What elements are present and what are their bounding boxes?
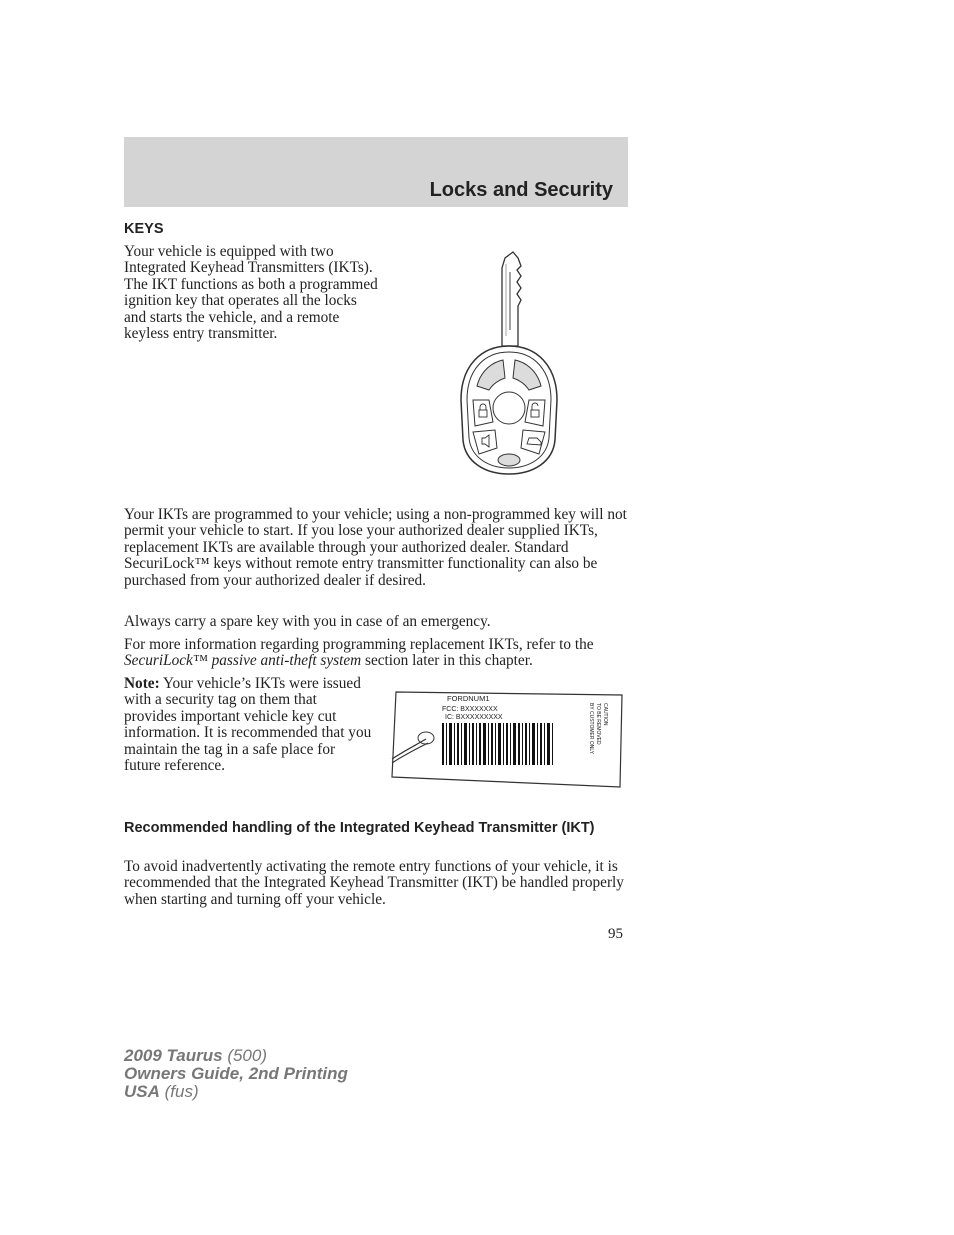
more-info-paragraph — [124, 637, 629, 670]
footer-line-2 — [124, 1065, 348, 1083]
footer — [124, 1047, 348, 1101]
security-tag-illustration — [390, 689, 624, 789]
footer-model: 2009 Taurus — [124, 1046, 223, 1065]
tag-caution-2: TO BE REMOVED — [595, 703, 601, 745]
spare-key-paragraph: Always carry a spare key with you in case of an emergency. — [124, 613, 491, 630]
more-info-text-end: section later in this chapter. — [361, 652, 533, 670]
tag-caution-1: CAUTION — [602, 703, 608, 726]
ikt-handling-heading: Recommended handling of the Integrated Keyhead Transmitter (IKT) — [124, 820, 595, 836]
tag-caution-3: BY CUSTOMER ONLY — [588, 703, 594, 755]
tag-line-1: FORDNUM1 — [447, 694, 490, 703]
tag-line-3: IC: BXXXXXXXXX — [445, 714, 503, 721]
note-paragraph — [124, 676, 372, 774]
ikt-handling-paragraph: To avoid inadvertently activating the remote entry functions of your vehicle, it is recommended that the Integrated Keyhead Transmitter (IKT) be handled properly when starting and turning off your vehicle. — [124, 858, 624, 908]
footer-line-1 — [124, 1047, 348, 1065]
section-title: Locks and Security — [429, 179, 613, 201]
footer-region-code: (fus) — [159, 1082, 199, 1101]
programming-paragraph: Your IKTs are programmed to your vehicle; using a non-programmed key will not permit your vehicle to start. If you lose your authorized dealer supplied IKTs, replacement IKTs are available through your authorized dealer. Standard SecuriLock™ keys without remote entry transmitter functionality can also be purchased from your authorized dealer if desired. — [124, 506, 627, 589]
note-label: Note: — [124, 675, 160, 692]
section-header-band — [124, 137, 628, 207]
page-number: 95 — [608, 926, 623, 942]
footer-model-code: (500) — [222, 1046, 268, 1065]
tag-line-2: FCC: BXXXXXXX — [442, 706, 498, 713]
footer-guide: Owners Guide, 2nd Printing — [124, 1064, 348, 1083]
securilock-reference: SecuriLock™ passive anti-theft system — [124, 652, 362, 670]
keys-heading: KEYS — [124, 221, 164, 237]
note-text: Your vehicle’s IKTs were issued with a security tag on them that provides important vehicle key cut information. It is recommended that you maintain the tag in a safe place for future reference. — [124, 675, 372, 775]
more-info-text-start: For more information regarding programming replacement IKTs, refer to the — [124, 636, 594, 653]
footer-region: USA — [124, 1082, 160, 1101]
keys-intro-paragraph: Your vehicle is equipped with two Integrated Keyhead Transmitters (IKTs). The IKT functions as both a programmed ignition key that operates all the locks and starts the vehicle, and a remote keyless entry transmitter. — [124, 243, 378, 343]
footer-line-3 — [124, 1083, 348, 1101]
integrated-keyhead-transmitter-illustration — [455, 250, 563, 480]
